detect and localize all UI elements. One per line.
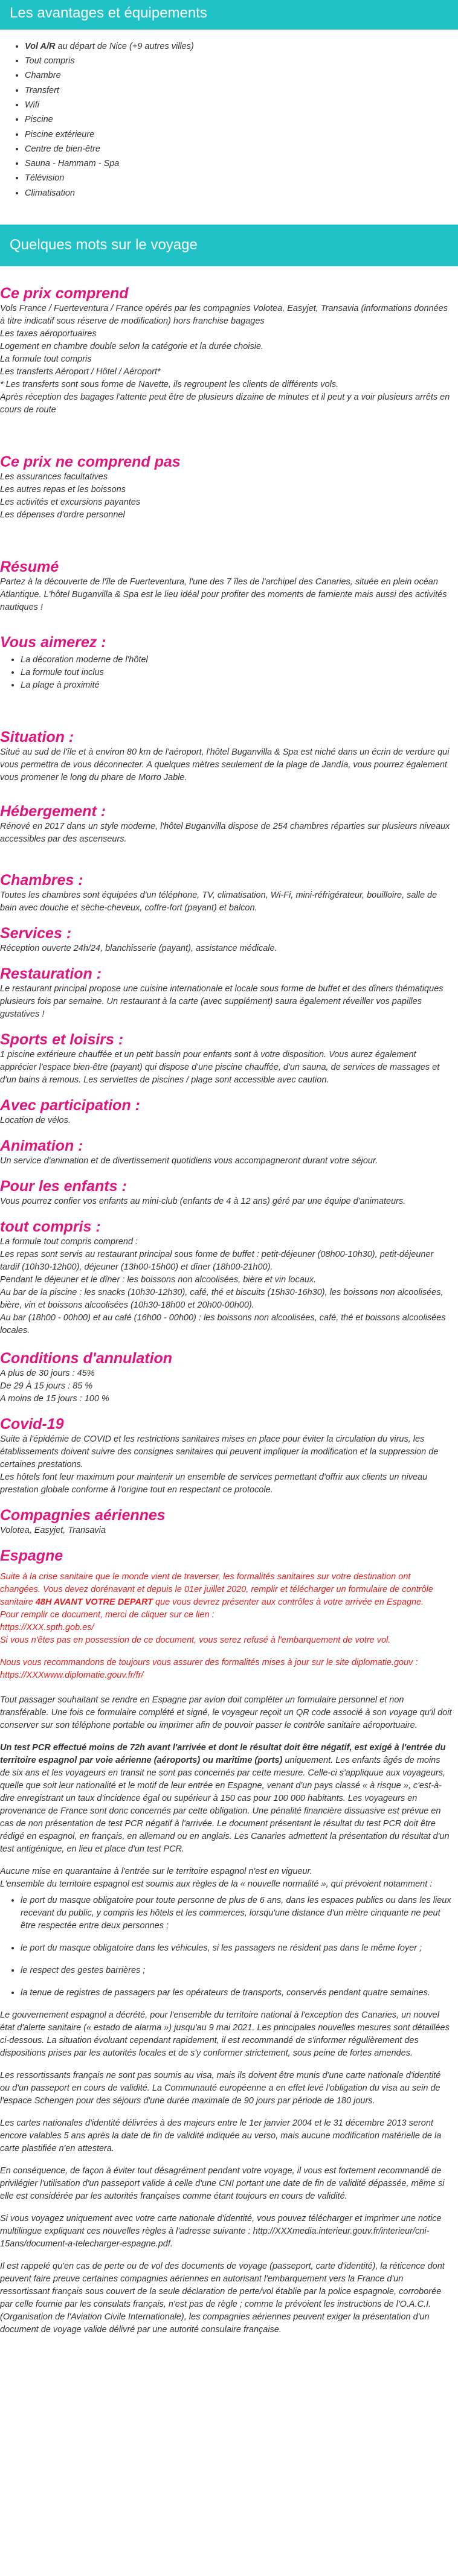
amenity-item: • Tout compris (25, 54, 458, 68)
text-line: Au bar de la piscine : les snacks (10h30-12h30), café, thé et biscuits (15h30-16h30), les boissons non alcoolisées, bière, vin et boissons alcoolisées (10h30-18h00 et 20h00-00h00). (0, 1287, 443, 1310)
list-item: • le port du masque obligatoire dans les véhicules, si les passagers ne résident pas dans le même foyer ; (21, 1942, 452, 1955)
text-line: A moins de 15 jours : 100 % (0, 1393, 109, 1404)
list-item: • La plage à proximité (21, 679, 452, 692)
espagne-refusal-warning: Si vous n'êtes pas en possession de ce document, vous serez refusé à l'embarquement de votre vol. (0, 1635, 391, 1645)
animation-title: Animation : (0, 1137, 83, 1154)
situation-text: Situé au sud de l'île et à environ 80 km de l'aéroport, l'hôtel Buganvilla & Spa est niché dans un écrin de verdure qui vous permettra de vous déconnecter. A quelques mètres seulement de la plage de Jandía, vous pourrez également vous promener le long du phare de Morro Jable. (0, 747, 450, 782)
trip-banner: Quelques mots sur le voyage (0, 225, 458, 266)
text-line: De 29 À 15 jours : 85 % (0, 1381, 93, 1391)
participation-text: Location de vélos. (0, 1115, 71, 1125)
text-line: Les activités et excursions payantes (0, 497, 141, 507)
espagne-paragraph: Tout passager souhaitant se rendre en Espagne par avion doit compléter un formulaire personnel et non transférable. Une fois ce formulaire complété et signé, le voyageur reçoit un QR code associé à son voyage qu'il doit conserver sur son téléphone portable ou imprimer afin de pouvoir passer le contrôle sanitaire aéroportuaire. (0, 1695, 452, 1730)
chambres-title: Chambres : (0, 871, 83, 889)
amenity-item: • Piscine (25, 112, 458, 127)
espagne-paragraph: En conséquence, de façon à éviter tout désagrément pendant votre voyage, il vous est fortement recommandé de privilégier l'utilisation d'un passeport valide à celle d'une CNI portant une date de fin de validité dépassée, même si elle est considérée par les autorités françaises comme étant toujours en cours de validité. (0, 2165, 445, 2201)
text-line: Les taxes aéroportuaires (0, 328, 97, 339)
list-item: • le respect des gestes barrières ; (21, 1964, 452, 1977)
espagne-form-link[interactable]: https://XXX.spth.gob.es/ (0, 1622, 94, 1632)
amenity-item: • Centre de bien-être (25, 142, 458, 156)
covid-text: Suite à l'épidémie de COVID et les restrictions sanitaires mises en place pour éviter la circulation du virus, les établissements doivent suivre des consignes sanitaires qui peuvent impliquer la modification et la suppression de certaines prestations. (0, 1434, 439, 1469)
prix-non-compris-title: Ce prix ne comprend pas (0, 453, 181, 470)
text-line: Logement en chambre double selon la catégorie et la durée choisie. (0, 341, 264, 351)
services-text: Réception ouverte 24h/24, blanchisserie (payant), assistance médicale. (0, 943, 277, 953)
amenity-item: • Sauna - Hammam - Spa (25, 156, 458, 171)
text-line: Les repas sont servis au restaurant principal sous forme de buffet : petit-déjeuner (08h00-10h30), petit-déjeuner tardif (10h30-12h00), déjeuner (13h00-15h00) et dîner (18h00-21h00). (0, 1249, 434, 1272)
list-item: • La formule tout inclus (21, 666, 452, 679)
compagnies-title: Compagnies aériennes (0, 1506, 166, 1524)
text-line: La formule tout compris (0, 354, 92, 364)
espagne-paragraph: Aucune mise en quarantaine à l'entrée sur le territoire espagnol n'est en vigueur. (0, 1866, 312, 1876)
sports-text: 1 piscine extérieure chauffée et un petit bassin pour enfants sont à votre disposition. Vous aurez également apprécier l'espace bien-être (payant) qui dispose d'une piscine chauffée, d'un sauna, de services de massages et d'un bains à remous. Les serviettes de piscines / plage sont accessible avec caution. (0, 1049, 440, 1085)
enfants-text: Vous pourrez confier vos enfants au mini-club (enfants de 4 à 12 ans) géré par une équipe d'animateurs. (0, 1196, 406, 1206)
text-line: Au bar (18h00 - 00h00) et au café (16h00 - 00h00) : les boissons non alcoolisées, café, thé et boissons alcoolisées locales. (0, 1312, 446, 1335)
annulation-title: Conditions d'annulation (0, 1349, 173, 1367)
text-line: Les assurances facultatives (0, 471, 108, 482)
animation-text: Un service d'animation et de divertissement quotidiens vous accompagneront durant votre séjour. (0, 1155, 378, 1166)
text-line: Pendant le déjeuner et le dîner : les boissons non alcoolisées, bière et vin locaux. (0, 1274, 317, 1285)
espagne-form-instruction: Pour remplir ce document, merci de cliquer sur ce lien : (0, 1609, 214, 1620)
text-line: A plus de 30 jours : 45% (0, 1368, 95, 1378)
amenity-item: • Climatisation (25, 186, 458, 200)
list-item: • La décoration moderne de l'hôtel (21, 654, 452, 666)
amenities-banner: Les avantages et équipements (0, 0, 458, 30)
amenity-item: • Wifi (25, 98, 458, 112)
services-title: Services : (0, 924, 72, 942)
espagne-paragraph: L'ensemble du territoire espagnol est soumis aux règles de la « nouvelle normalité », qui prévoient notamment : (0, 1879, 433, 1889)
enfants-title: Pour les enfants : (0, 1177, 127, 1195)
compagnies-text: Volotea, Easyjet, Transavia (0, 1525, 106, 1535)
restauration-title: Restauration : (0, 965, 102, 982)
text-line: Les autres repas et les boissons (0, 484, 126, 494)
espagne-rules-list (0, 1894, 452, 1999)
espagne-paragraph: Les ressortissants français ne sont pas soumis au visa, mais ils doivent être munis d'une carte nationale d'identité ou d'un passeport en cours de validité. La Communauté européenne a en effet levé l'obligation du visa au sein de l'espace Schengen pour des séjours d'une durée maximale de 90 jours par période de 180 jours. (0, 2070, 441, 2106)
sports-title: Sports et loisirs : (0, 1031, 124, 1048)
list-item: • le port du masque obligatoire pour toute personne de plus de 6 ans, dans les espaces publics ou dans les lieux recevant du public, y compris les hôtels et les commerces, lorsqu'une distance d'un mètre cinquante ne peut être respectée entre deux personnes ; (21, 1894, 452, 1932)
aimerez-list (0, 654, 452, 692)
espagne-paragraph: Le gouvernement espagnol a décrété, pour l'ensemble du territoire national à l'exception des Canaries, un nouvel état d'alerte sanitaire (« estado de alarma ») jusqu'au 9 mai 2021. Les principales nouvelles mesures sont détaillées ci-dessous. La situation évoluant cependant rapidement, il est recommandé de s'informer régulièrement des dispositions prises par les autorités locales et de s'y conformer strictement, sous peine de fortes amendes. (0, 2010, 450, 2058)
covid-title: Covid-19 (0, 1415, 64, 1433)
situation-title: Situation : (0, 728, 74, 746)
trip-content (0, 284, 458, 2336)
hebergement-title: Hébergement : (0, 802, 106, 820)
list-item: • la tenue de registres de passagers par les opérateurs de transports, conservés pendant quatre semaines. (21, 1987, 452, 1999)
espagne-alert: Suite à la crise sanitaire que le monde vient de traverser, les formalités sanitaires sur votre destination ont changées. Vous devez dorénavant et depuis le 01er juillet 2020, remplir et télécharger un formulaire de contrôle sanitaire 48H AVANT VOTRE DEPART que vous devrez présenter aux contrôles à votre arrivée en Espagne. (0, 1571, 433, 1607)
amenity-item: • Chambre (25, 68, 458, 83)
resume-title: Résumé (0, 558, 59, 575)
restauration-text: Le restaurant principal propose une cuisine internationale et locale sous forme de buffet et des dîners thématiques plusieurs fois par semaine. Un restaurant à la carte (avec supplément) saura également réveiller vos papilles gustatives ! (0, 983, 443, 1019)
espagne-pcr-paragraph: Un test PCR effectué moins de 72h avant l'arrivée et dont le résultat doit être négatif, est exigé à l'entrée du territoire espagnol par voie aérienne (aéroports) ou maritime (ports) uniquement. Les enfants âgés de moins de six ans et les voyageurs en transit ne sont pas concernés par cette mesure. Celle-ci s'appliquue aux voyageurs, quelle que soit leur nationalité et le motif de leur entrée en Espagne, venant d'un pays classé « à risque », c'est-à-dire enregistrant un taux d'incidence égal ou supérieur à 150 cas pour 100 000 habitants. Les voyageurs en provenance de France sont donc concernés par cette obligation. Une pénalité financière dissuasive est prévue en cas de non présentation de test PCR négatif à l'arrivée. Le document présentant le résultat du test PCR doit être rédigé en espagnol, en français, en allemand ou en anglais. Les Canaries admettent la présentation du résultat d'un test antigénique, en lieu et place d'un test PCR. (0, 1742, 450, 1854)
espagne-paragraph: Les cartes nationales d'identité délivrées à des majeurs entre le 1er janvier 2004 et le 31 décembre 2013 seront encore valables 5 ans après la date de fin de validité indiquée au verso, mais aucune modification matérielle de la carte plastifiée n'en attestera. (0, 2118, 442, 2153)
text-line: Les dépenses d'ordre personnel (0, 510, 125, 520)
espagne-paragraph: Il est rappelé qu'en cas de perte ou de vol des documents de voyage (passeport, carte d'identité), la réticence dont peuvent faire preuve certaines compagnies aériennes en autorisant l'embarquement vers la France d'un ressortissant français sous couvert de la seule déclaration de perte/vol établie par la police espagnole, corroborée par celle fournie par les consulats français, n'est pas de règle ; comme le prévoient les instructions de l'O.A.C.I. (Organisation de l'Aviation Civile Internationale), les compagnies aériennes peuvent exiger la présentation d'un document de voyage valide délivré par une autorité consulaire française. (0, 2261, 445, 2335)
text-line: Après réception des bagages l'attente peut être de plusieurs dizaine de minutes et il peut y a voir plusieurs arrêts en cours de route (0, 392, 450, 415)
amenity-item: • Piscine extérieure (25, 127, 458, 142)
resume-text: Partez à la découverte de l'île de Fuerteventura, l'une des 7 îles de l'archipel des Canaries, située en plein océan Atlantique. L'hôtel Buganvilla & Spa est le lieu idéal pour profiter des moments de farniente mais aussi des activités nautiques ! (0, 577, 447, 612)
amenity-item: • Télévision (25, 171, 458, 185)
text-line: Vols France / Fuerteventura / France opérés par les compagnies Volotea, Easyjet, Transavia (informations données à titre indicatif sous réserve de modification) hors franchise bagages (0, 303, 448, 326)
aimerez-title: Vous aimerez : (0, 633, 106, 651)
covid-text-2: Les hôtels font leur maximum pour maintenir un ensemble de services permettant d'offrir aux clients un niveau prestation globale conforme à l'origine tout en respectant ce protocole. (0, 1472, 428, 1495)
amenities-list (0, 39, 458, 200)
prix-compris-title: Ce prix comprend (0, 284, 129, 302)
text-line: La formule tout compris comprend : (0, 1236, 138, 1247)
tout-compris-title: tout compris : (0, 1218, 101, 1235)
hebergement-text: Rénové en 2017 dans un style moderne, l'hôtel Buganvilla dispose de 254 chambres réparties sur plusieurs niveaux accessibles par des ascenseurs. (0, 821, 450, 844)
amenity-item: • Transfert (25, 83, 458, 98)
espagne-title: Espagne (0, 1547, 63, 1564)
participation-title: Avec participation : (0, 1096, 140, 1114)
espagne-diplomatie-link[interactable]: Nous vous recommandons de toujours vous assurer des formalités mises à jour sur le site diplomatie.gouv : https://XXXwww.diplomatie.gouv.fr/fr/ (0, 1657, 418, 1680)
amenity-item: • Vol A/R au départ de Nice (+9 autres villes) (25, 39, 458, 54)
chambres-text: Toutes les chambres sont équipées d'un téléphone, TV, climatisation, Wi-Fi, mini-réfrigérateur, bouilloire, salle de bain avec douche et sèche-cheveux, coffre-fort (payant) et balcon. (0, 890, 437, 913)
espagne-paragraph: Si vous voyagez uniquement avec votre carte nationale d'identité, vous pouvez télécharger et imprimer une notice multilingue expliquant ces nouvelles règles à l'adresse suivante : http://XXXmedia.interieur.gouv.fr/interieur/cni-15ans/document-a-telecharger-espagne.pdf. (0, 2213, 442, 2249)
text-line: Les transferts Aéroport / Hôtel / Aéroport* (0, 366, 161, 377)
text-line: * Les transferts sont sous forme de Navette, ils regroupent les clients de différents vols. (0, 379, 339, 389)
